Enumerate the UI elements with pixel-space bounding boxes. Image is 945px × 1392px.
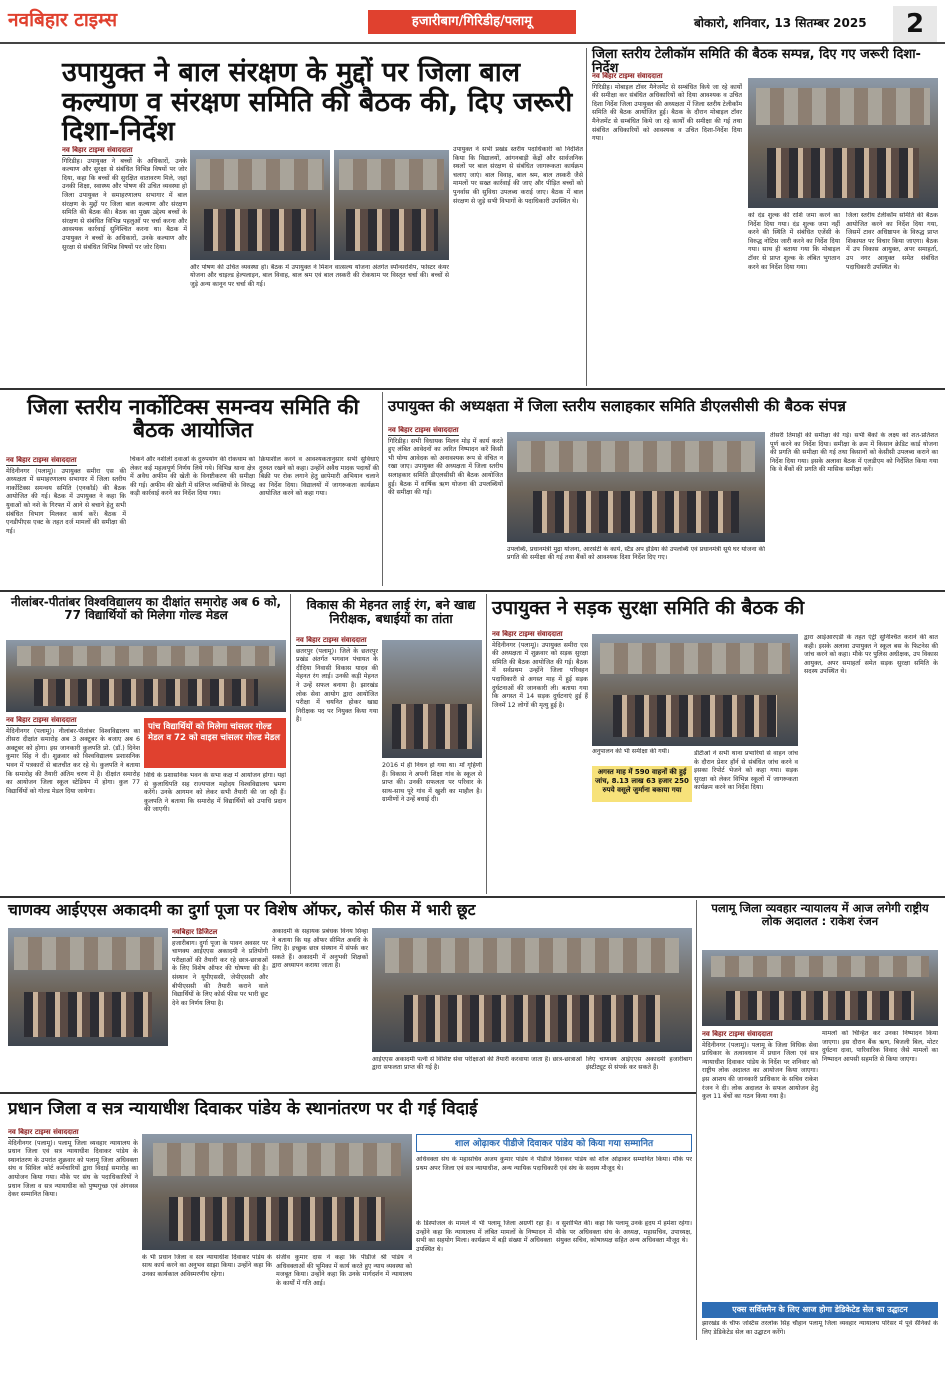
a6-body: छतरपुर (पलामू)। जिले के छतरपुर प्रखंड अंतर्गत भगवान पंचायत के दीदिया निवासी विकास यादव की मेहनत रंग लाई। उनकी कड़ी मेहनत ने उन्हें सफल बनाया है। झारखंड लोक सेवा आयोग द्वारा आयोजित परीक्षा में चयनित होकर खाद्य निरीक्षक पद पर नियुक्त किया गया है। [296, 647, 378, 724]
a9-byline: नव बिहार टाइम्स संवाददाता [702, 1030, 773, 1038]
a1-column-1 [62, 146, 187, 382]
a8-body: हजारीबाग। दुर्गा पूजा के पावन अवसर पर चाणक्य आईएएस अकादमी ने प्रतियोगी परीक्षाओं की तैयारी कर रहे छात्र-छात्राओं के लिए विशेष ऑफर की घोषणा की है। संस्थान ने यूपीएससी, जेपीएससी और बीपीएससी की तैयारी कराने वाले विद्यार्थियों के लिए कोर्स फीस पर भारी छूट देने का निर्णय लिया है। [172, 939, 268, 1007]
a2-column-3: जिला स्तरीय टेलीकॉम समिति की बैठक आयोजित करने का निर्देश दिया गया, जिसमें टावर अधिष्ठापन के विरुद्ध प्राप्त शिकायत पर विचार किया जाएगा। बैठक में उप विकास आयुक्त, अपर समाहर्ता, उप नगर आयुक्त समेत संबंधित पदाधिकारी उपस्थित थे। [846, 212, 938, 271]
a7-column-1 [492, 630, 588, 892]
a6-column-1 [296, 636, 378, 886]
a4-photo [507, 432, 765, 542]
a5-column-1 [6, 716, 140, 896]
a2-headline: जिला स्तरीय टेलीकॉम समिति की बैठक सम्पन्न, दिए गए जरूरी दिशा-निर्देश [592, 47, 921, 77]
column-divider [486, 594, 487, 894]
a9-bar-body: झारखंड के चीफ जस्टिस तरलोक सिंह चौहान पलामू जिला व्यवहार न्यायालय परिसर में पूर्व सैनिकों के लिए डेडिकेटेड सेल का उद्घाटन करेंगे। [702, 1320, 938, 1336]
page-number: 2 [893, 6, 937, 42]
a2-photo [748, 78, 938, 208]
a2-body: गिरिडीह। मोबाइल टॉवर मैनेजमेंट से सम्बंधित किये जा रहे कार्यों की समीक्षा कर संबंधित अधिकारियों को दिया आवश्यक व उचित दिशा निर्देश जिला उपायुक्त की अध्यक्षता में जिला स्तरीय टेलीकॉम समिति की बैठक आयोजित हुई। बैठक के दौरान मोबाइल टॉवर मैनेजमेंट से सम्बंधित किये जा रहे कार्यों की समीक्षा की गई तथा संबंधित अधिकारियों को आवश्यक व उचित दिशा-निर्देश दिया गया। [592, 83, 742, 143]
a3-column-2: चिकने और नशीली दवाओं के दुरुपयोग की रोकथाम को लेकर कई महत्वपूर्ण निर्णय लिये गये। विभिन्न थाना क्षेत्र में अवैध अफीम की खेती के विनष्टीकरण की समीक्षा की गई। अफीम की खेती में संलिप्त व्यक्तियों के विरुद्ध कड़ी कार्रवाई करने का निर्देश दिया गया। [130, 456, 255, 498]
column-divider [290, 594, 291, 894]
a1-byline: नव बिहार टाइम्स संवाददाता [62, 146, 133, 154]
section-divider [0, 388, 945, 390]
a8-column-2: अकादमी के सहायक प्रबंधक विनय सिन्हा ने बताया कि यह ऑफर सीमित अवधि के लिए है। इच्छुक छात्र संस्थान में संपर्क कर सकते हैं। अकादमी में अनुभवी शिक्षकों द्वारा अध्यापन कराया जाता है। [272, 928, 368, 970]
column-divider [586, 48, 587, 386]
a10-column-3: अधिवक्ता संघ के महासचिव अजय कुमार पांडेय ने पीडीजे दिवाकर पांडेय को शॉल ओढ़ाकर सम्मानित किया। मौके पर प्रथम अपर जिला एवं सत्र न्यायाधीश, अन्य न्यायिक पदाधिकारी एवं संघ के सदस्य मौजूद थे। [416, 1156, 692, 1172]
a4-column-1 [388, 426, 503, 586]
a10-caption: के भी प्रधान जिला व सत्र न्यायाधीश दिवाकर पांडेय के साथ कार्य करने का अनुभव साझा किया। उन्होंने कहा कि उनका कार्यकाल अविस्मरणीय रहेगा। [142, 1254, 272, 1278]
a9-subhead-bar: एक्स सर्विसमैन के लिए आज होगा डेडिकेटेड सेल का उद्घाटन [702, 1302, 938, 1318]
a10-column-2: संजीव कुमार दास ने कहा कि पीडीजे श्री पांडेय ने अधिवक्ताओं की भूमिका में कार्य करते हुए न्याय व्यवस्था को मजबूत किया। उन्होंने कहा कि उनके मार्गदर्शन में न्यायालय के कार्यों में गति आई। [276, 1254, 412, 1287]
a7-headline: उपायुक्त ने सड़क सुरक्षा समिति की बैठक की [492, 597, 805, 619]
a10-subhead: शाल ओढ़ाकर पीडीजे दिवाकर पांडेय को किया गया सम्मानित [416, 1134, 692, 1152]
a8-byline: नवबिहार डिजिटल [172, 928, 218, 936]
a1-caption-text: और पोषण की उचित व्यवस्था हो। बैठक में उपायुक्त ने मिशन वात्सल्य योजना अंतर्गत स्पॉन्सरशिप, फोस्टर केयर योजना और चाइल्ड हेल्पलाइन, बाल विवाह, बाल श्रम एवं बाल तस्करी की रोकथाम पर विस्तृत चर्चा की। बच्चों से जुड़े अन्य कानून पर चर्चा की गई। [190, 264, 449, 288]
a3-byline: नव बिहार टाइम्स संवाददाता [6, 456, 77, 464]
a6-byline: नव बिहार टाइम्स संवाददाता [296, 636, 367, 644]
a4-headline: उपायुक्त की अध्यक्षता में जिला स्तरीय सलाहकार समिति डीएलसीसी की बैठक संपन्न [388, 397, 846, 415]
a5-byline: नव बिहार टाइम्स संवाददाता [6, 716, 77, 724]
a6-column-2: 2016 में ही निधन हो गया था। माँ गृहिणी हैं। विकास ने अपनी शिक्षा गांव के स्कूल से प्राप्त की। उनकी सफलता पर परिवार के साथ-साथ पूरे गांव में खुशी का माहौल है। ग्रामीणों ने उन्हें बधाई दी। [382, 762, 482, 804]
a7-caption: अनुपालन की भी समीक्षा की गयी। [592, 748, 670, 755]
a6-headline: विकास की मेहनत लाई रंग, बने खाद्य निरीक्षक, बधाईयों का तांता [306, 597, 476, 626]
a7-highlight: अगस्त माह में 590 वाहनों की हुई जांच, 8.13 लाख 63 हजार 250 रुपये वसूले जुर्माना बकाया गया [592, 766, 692, 802]
a5-column-2: विधि के प्रशासनिक भवन के सभा कक्ष में आयोजन होगा। यहां से कुलाधिपति सह राज्यपाल महोदय विश्वविद्यालय भ्रमण करेंगे। उनके आगमन को लेकर सभी तैयारी की जा रही हैं। कुलपति ने बताया कि समारोह में विद्यार्थियों को उपाधि प्रदान की जाएगी। [144, 772, 286, 814]
a1-headline: उपायुक्त ने बाल संरक्षण के मुद्दों पर जिला बाल कल्याण व संरक्षण समिति की बैठक की, दिए जरूरी दिशा-निर्देश [62, 57, 573, 148]
a2-column-2: को दंड शुल्क की राशि जमा करने का निर्देश दिया गया। दंड शुल्क जमा नहीं करने की स्थिति में संबंधित एजेंसी के विरुद्ध नोटिस जारी करने का निर्देश दिया गया। साथ ही बताया गया कि मोबाइल टॉवर से प्राप्त शुल्क के लंबित भुगतान करने का निर्देश दिया गया। [748, 212, 840, 271]
a1-photo-1 [190, 150, 330, 260]
a2-byline: नव बिहार टाइम्स संवाददाता [592, 72, 663, 80]
a7-body: मेदिनीनगर (पलामू)। उपायुक्त समीरा एस की अध्यक्षता में शुक्रवार को सड़क सुरक्षा समिति की बैठक आयोजित की गई। बैठक में सर्वप्रथम उन्होंने जिला परिवहन पदाधिकारी से अगस्त माह में हुई सड़क दुर्घटनाओं की जानकारी ली। बताया गया कि अगस्त में 14 सड़क दुर्घटनाएं हुई हैं जिनमें 12 लोगों की मृत्यु हुई है। [492, 641, 588, 709]
a8-caption: आईएएस अकादमी पत्नी से विशिष्ट सेवा परीक्षाओं की तैयारी करवाया जाता है। छात्र-छात्राओं द्वारा सफलता प्राप्त की गई है। [372, 1056, 582, 1072]
a4-byline: नव बिहार टाइम्स संवाददाता [388, 426, 459, 434]
a7-photo [592, 634, 798, 746]
a10-column-1 [8, 1128, 138, 1386]
a3-body: मेदिनीनगर (पलामू)। उपायुक्त समीरा एस की अध्यक्षता में समाहरणालय सभागार में जिला स्तरीय नार्कोटिक्स समन्वय समिति (एनकॉर्ड) की बैठक आयोजित की गई। बैठक में उपायुक्त ने कहा कि युवाओं को नशे के गिरफ्त में आने से बचाने हेतु सभी संबंधित विभाग मिलकर कार्य करें। बैठक में एनडीपीएस एक्ट के तहत दर्ज मामलों की समीक्षा की गई। [6, 467, 126, 535]
a7-column-2: डीटीओ ने सभी थाना प्रभारियों से वाहन जांच के दौरान प्रेशर हॉर्न से संबंधित जांच करने व इसका रिपोर्ट भेजने को कहा गया। सड़क सुरक्षा को लेकर विभिन्न स्कूलों में जागरूकता कार्यक्रम करने का निर्देश दिया। [694, 750, 798, 792]
a1-body-1: गिरिडीह। उपायुक्त ने बच्चों के अधिकारों, उनके कल्याण और सुरक्षा से संबंधित विभिन्न विषयों पर जोर दिया, कहा कि बच्चों की सुरक्षित वातावरण मिले, जहां उनकी शिक्षा, स्वास्थ्य और पोषण की उचित व्यवस्था हो जिला उपायुक्त ने समाहरणालय सभागार में बाल संरक्षण के मुद्दों पर जिला बाल कल्याण और संरक्षण समिति की बैठक की। बैठक का मुख्य उद्देश्य बच्चों के संरक्षण से संबंधित विभिन्न पहलुओं पर चर्चा करना और आवश्यक कार्रवाई सुनिश्चित करना था। बैठक में उपायुक्त ने बच्चों के अधिकारों, उनके कल्याण और सुरक्षा से संबंधित विभिन्न विषयों पर जोर दिया। [62, 157, 187, 251]
a9-column-2: मामलों को चिन्हित कर उनका निष्पादन किया जाएगा। इस दौरान बैंक ऋण, बिजली बिल, मोटर दुर्घटना दावा, पारिवारिक विवाद जैसे मामलों का निष्पादन आपसी सहमति से किया जाएगा। [822, 1030, 938, 1063]
a1-column-3: उपायुक्त ने सभी प्रखंड स्तरीय पदाधिकारी को निर्देशित किया कि विद्यालयों, आंगनबाड़ी केंद्रों और सार्वजनिक स्थलों पर बाल संरक्षण से संबंधित जागरूकता कार्यक्रम चलाए जाएं। बाल विवाह, बाल श्रम, बाल तस्करी जैसे मामलों पर सख्त कार्रवाई की जाए और पीड़ित बच्चों को पुनर्वास की सुविधा उपलब्ध कराई जाए। बैठक में बाल संरक्षण से जुड़े सभी विभागों के पदाधिकारी उपस्थित थे। [453, 146, 583, 205]
a10-headline: प्रधान जिला व सत्र न्यायाधीश दिवाकर पांडेय के स्थानांतरण पर दी गई विदाई [8, 1099, 478, 1119]
a8-column-1 [172, 928, 268, 1088]
a3-headline: जिला स्तरीय नार्कोटिक्स समन्वय समिति की बैठक आयोजित [27, 395, 359, 443]
a10-column-5: व सुशोभित की। कहा कि पलामू उनके हृदय में हमेशा रहेगा। मौके पर अधिवक्ता संघ के अध्यक्ष, महासचिव, उपाध्यक्ष, संयुक्त सचिव, कोषाध्यक्ष सहित अन्य अधिवक्ता मौजूद थे। [556, 1220, 692, 1245]
column-divider [696, 900, 697, 1340]
a4-body: गिरिडीह। सभी विधायक मिलन मोड़ में कार्य करते हुए लंबित आवेदनों का त्वरित निष्पादन करें किसी भी योग्य आवेदक को अनावश्यक रूप से वंचित न रखा जाए। उपायुक्त की अध्यक्षता में जिला स्तरीय सलाहकार समिति डीएलसीसी की बैठक आयोजित हुई। बैठक में वार्षिक ऋण योजना की उपलब्धियों की समीक्षा की गई। [388, 437, 503, 497]
a4-caption: उपलब्धि, प्रधानमंत्री मुद्रा योजना, आरसेटी के कार्य, स्टैंड अप इंडिया की उपलब्धि एवं प्रधानमंत्री सूर्य घर योजना की प्रगति की समीक्षा की गई तथा बैंकों को आवश्यक दिशा निर्देश दिए गए। [507, 546, 765, 562]
a10-column-4: के डिस्पोजल के मामले में भी पलामू जिला अग्रणी रहा है। उन्होंने कहा कि न्यायालय में लंबित मामलों के निष्पादन में सभी का सहयोग मिला। कार्यक्रम में बड़ी संख्या में अधिवक्ता उपस्थित थे। [416, 1220, 552, 1253]
a3-column-3: क्रियाशील करने व आवश्यकतानुसार सभी सुविधाएं दुरुस्त रखने को कहा। उन्होंने अवैध मादक पदार्थों की बिक्री पर रोक लगाने हेतु छापेमारी अभियान चलाने का निर्देश दिया। विद्यालयों में जागरूकता कार्यक्रम आयोजित करने को कहा गया। [259, 456, 379, 498]
a5-photo [6, 640, 286, 712]
a8-photo-2 [372, 928, 692, 1052]
a9-body: मेदिनीनगर (पलामू)। पलामू के जिला विधिक सेवा प्राधिकार के तत्वावधान में प्रधान जिला एवं सत्र न्यायाधीश दिवाकर पांडेय के निर्देश पर शनिवार को राष्ट्रीय लोक अदालत का आयोजन किया जाएगा। इस आशय की जानकारी प्राधिकार के सचिव राकेश रंजन ने दी। लोक अदालत के सफल आयोजन हेतु कुल 11 बेंचों का गठन किया गया है। [702, 1041, 818, 1101]
a10-photo [142, 1134, 412, 1250]
a9-headline: पलामू जिला व्यवहार न्यायालय में आज लगेगी राष्ट्रीय लोक अदालत : राकेश रंजन [711, 901, 929, 928]
a8-headline: चाणक्य आईएएस अकादमी का दुर्गा पूजा पर विशेष ऑफर, कोर्स फीस में भारी छूट [8, 901, 476, 919]
section-divider [0, 590, 945, 592]
a9-photo [702, 950, 938, 1026]
a5-body: मेदिनीनगर (पलामू)। नीलांबर-पीतांबर विश्वविद्यालय का तीसरा दीक्षांत समारोह अब 3 अक्टूबर के बजाए अब 6 अक्टूबर को होगा। इस जानकारी कुलपति प्रो. (डॉ.) दिनेश कुमार सिंह ने दी। शुक्रवार को विश्वविद्यालय प्रशासनिक भवन में पत्रकारों से बातचीत कर रहे थे। कुलपति ने बताया कि समारोह की तैयारी अंतिम चरण में है। दीक्षांत समारोह का आयोजन जिला स्कूल स्टेडियम में होगा। कुल 77 विद्यार्थियों को गोल्ड मेडल दिया जायेगा। [6, 727, 140, 795]
column-divider [382, 392, 383, 586]
a6-portrait [382, 640, 482, 758]
a4-column-3: तीसरी तिमाही की समीक्षा की गई। सभी बैंकों के लक्ष्य को शत-प्रतिशत पूर्ण करने का निर्देश दिया। समीक्षा के क्रम में किसान क्रेडिट कार्ड योजना की प्रगति की समीक्षा की गई तथा किसानों को केसीसी उपलब्ध कराने का निर्देश दिया गया। इसके अलावा बैठक में एलडीएम को निर्देशित किया गया कि वे बैंकों की प्रगति की मासिक समीक्षा करें। [770, 432, 938, 474]
a2-column-1 [592, 72, 742, 368]
section-divider [0, 896, 945, 898]
issue-date: बोकारो, शनिवार, 13 सितम्बर 2025 [694, 16, 867, 30]
section-divider [0, 1092, 696, 1094]
a8-photo-1 [8, 928, 168, 1046]
a10-body: मेदिनीनगर (पलामू)। पलामू जिला व्यवहार न्यायालय के प्रधान जिला एवं सत्र न्यायाधीश दिवाकर पांडेय के स्थानांतरण के उपरांत शुक्रवार को पलामू जिला अधिवक्ता संघ व सिविल कोर्ट कर्मचारियों द्वारा विदाई समारोह का आयोजन किया गया। मौके पर संघ के पदाधिकारियों ने प्रधान जिला व सत्र न्यायाधीश को पुष्पगुच्छ एवं अंगवस्त्र देकर सम्मानित किया। [8, 1139, 138, 1199]
a1-photo-2 [334, 150, 449, 260]
a9-column-1 [702, 1030, 818, 1298]
a3-column-1 [6, 456, 126, 584]
a7-column-3: द्वारा आईआरएडी के तहत एंट्री सुनिश्चित कराने की बात कही। इसके अलावा उपायुक्त ने स्कूल बस के फिटनेस की जांच करने को कहा। मौके पर पुलिस अधीक्षक, उप विकास आयुक्त, अपर समाहर्ता समेत सड़क सुरक्षा समिति के सदस्य उपस्थित थे। [804, 634, 938, 676]
newspaper-name: नवबिहार टाइम्स [8, 9, 118, 31]
a5-headline: नीलांबर-पीतांबर विश्वविद्यालय का दीक्षांत समारोह अब 6 को, 77 विद्यार्थियों को मिलेगा गोल्ड मेडल [10, 595, 282, 623]
a7-byline: नव बिहार टाइम्स संवाददाता [492, 630, 563, 638]
a10-byline: नव बिहार टाइम्स संवाददाता [8, 1128, 79, 1136]
masthead [0, 0, 945, 44]
a8-caption-2: लिए चाणक्य आईएएस अकादमी हजारीबाग इंस्टीट्यूट से संपर्क कर सकते हैं। [586, 1056, 692, 1072]
edition-region: हजारीबाग/गिरिडीह/पलामू [368, 10, 576, 34]
a5-highlight-box: पांच विद्यार्थियों को मिलेगा चांसलर गोल्ड मेडल व 72 को वाइस चांसलर गोल्ड मेडल [144, 718, 286, 768]
